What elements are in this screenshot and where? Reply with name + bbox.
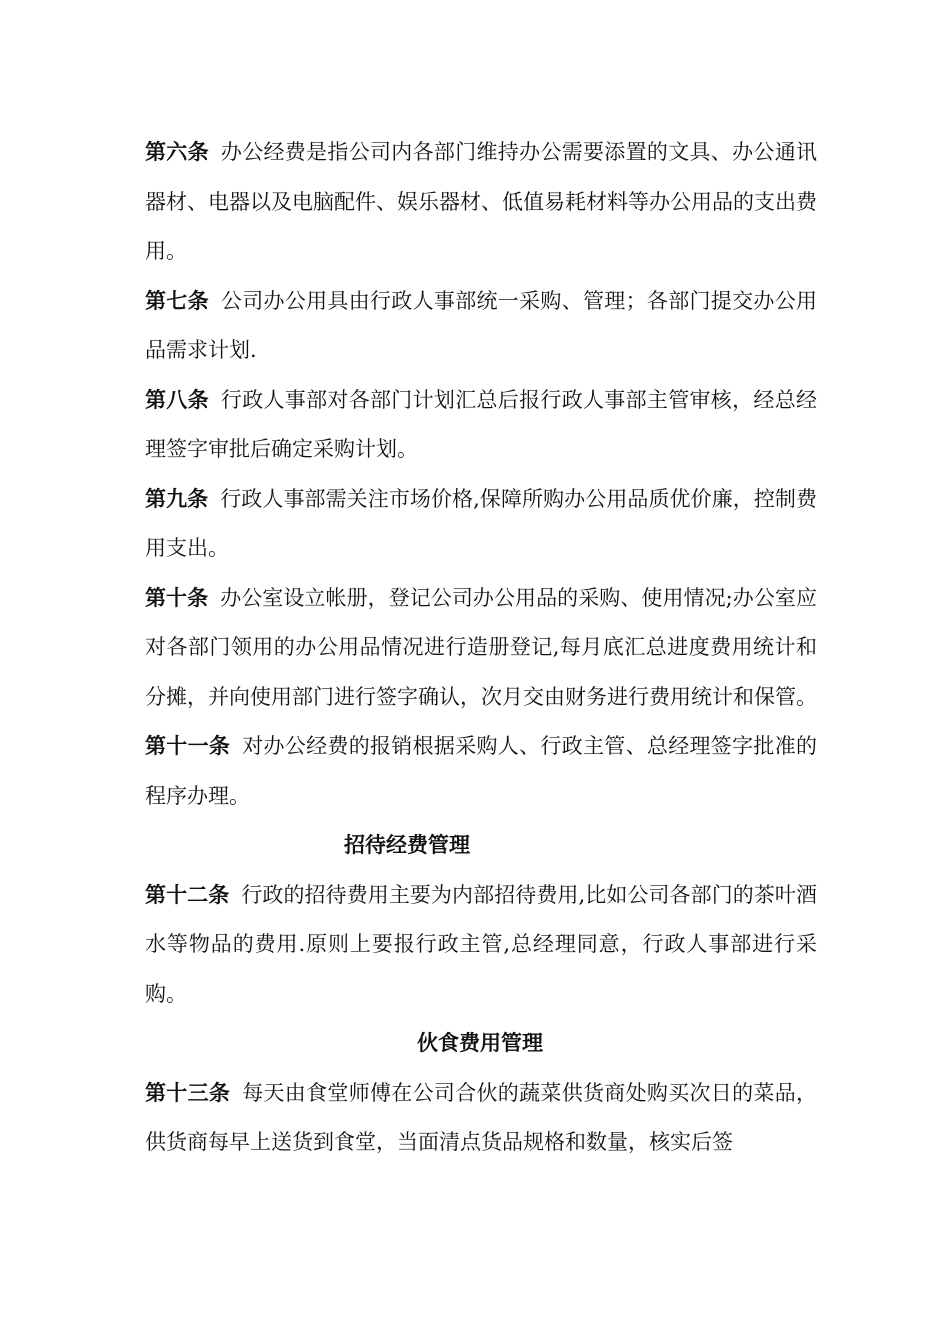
article-text: 行政人事部对各部门计划汇总后报行政人事部主管审核，经总经理签字审批后确定采购计划。 — [145, 387, 818, 461]
article-text: 公司办公用具由行政人事部统一采购、管理；各部门提交办公用品需求计划. — [145, 288, 818, 362]
article-text: 行政的招待费用主要为内部招待费用,比如公司各部门的茶叶酒水等物品的费用.原则上要报行政主管,总经理同意，行政人事部进行采购。 — [145, 882, 817, 1006]
article-text: 对办公经费的报销根据采购人、行政主管、总经理签字批准的程序办理。 — [145, 734, 818, 808]
article-number: 第十一条 — [145, 734, 231, 758]
article-11 — [145, 722, 817, 821]
article-text: 每天由食堂师傅在公司合伙的蔬菜供货商处购买次日的菜品，供货商每早上送货到食堂，当面清点货品规格和数量，核实后签 — [145, 1080, 818, 1154]
article-text: 办公室设立帐册，登记公司办公用品的采购、使用情况;办公室应对各部门领用的办公用品情况进行造册登记,每月底汇总进度费用统计和分摊，并向使用部门进行签字确认，次月交由财务进行费用统计和保管。 — [145, 585, 817, 709]
document-page — [145, 128, 817, 1168]
article-number: 第十三条 — [145, 1080, 231, 1105]
article-text: 办公经费是指公司内各部门维持办公需要添置的文具、办公通讯器材、电器以及电脑配件、娱乐器材、低值易耗材料等办公用品的支出费用。 — [145, 140, 818, 263]
article-number: 第十二条 — [145, 882, 230, 907]
section-heading-reception: 招待经费管理 — [344, 833, 470, 857]
article-number: 第九条 — [145, 486, 209, 511]
article-8 — [145, 376, 817, 475]
article-number: 第六条 — [145, 140, 209, 164]
article-7 — [145, 277, 817, 376]
article-text: 行政人事部需关注市场价格,保障所购办公用品质优价廉，控制费用支出。 — [145, 486, 817, 560]
section-heading-meals: 伙食费用管理 — [417, 1031, 543, 1055]
article-12 — [145, 871, 817, 1020]
article-6 — [145, 128, 817, 277]
article-9 — [145, 475, 817, 574]
article-13 — [145, 1069, 817, 1168]
article-10 — [145, 574, 817, 723]
article-number: 第十条 — [145, 585, 209, 610]
article-number: 第七条 — [145, 288, 209, 313]
article-number: 第八条 — [145, 387, 209, 412]
